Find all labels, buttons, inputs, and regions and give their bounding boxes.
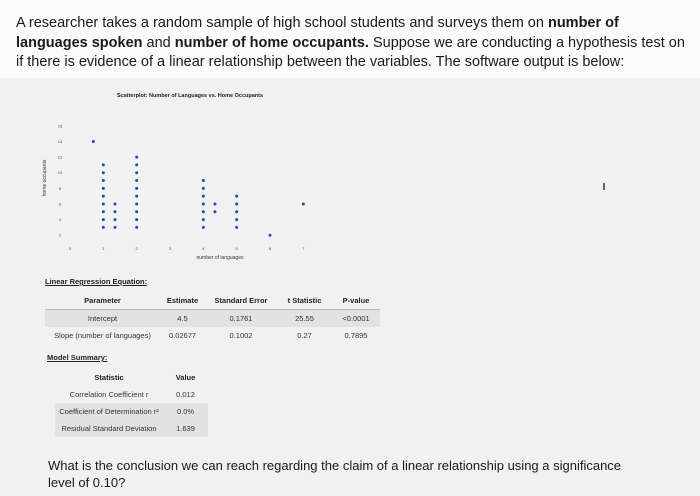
reg-header-estimate: Estimate — [160, 292, 205, 310]
scatter-point — [202, 202, 205, 205]
chart-title: Scatterplot: Number of Languages vs. Home Occupants — [116, 93, 264, 99]
scatter-point — [114, 202, 117, 205]
reg-header-t: t Statistic — [277, 292, 332, 310]
text-cursor — [603, 183, 605, 190]
table-row — [55, 420, 208, 437]
x-tick-label: 5 — [235, 246, 238, 251]
scatter-point — [214, 202, 217, 205]
scatter-point — [102, 210, 105, 213]
reg-cell: <0.0001 — [342, 314, 370, 323]
scatterplot — [30, 88, 330, 268]
table-row — [55, 403, 208, 420]
sum-cell: Coefficient of Determination r² — [59, 407, 159, 416]
y-tick-label: 14 — [57, 138, 63, 144]
scatter-point — [135, 195, 138, 198]
x-tick-label: 4 — [202, 246, 205, 251]
scatter-point — [135, 218, 138, 221]
scatter-point — [102, 218, 105, 221]
x-tick-label: 1 — [102, 246, 105, 251]
scatter-point — [214, 210, 217, 213]
sum-header-statistic: Statistic — [94, 373, 124, 382]
scatter-point — [202, 226, 205, 229]
sum-cell: 1.639 — [176, 424, 195, 433]
scatter-point — [92, 140, 95, 143]
scatter-point — [235, 210, 238, 213]
scatter-point — [269, 234, 272, 237]
sum-cell: Correlation Coefficient r — [69, 390, 149, 399]
y-tick-label: 12 — [57, 154, 63, 160]
reg-header-p: P-value — [332, 292, 380, 310]
scatter-point — [202, 195, 205, 198]
scatter-point — [202, 210, 205, 213]
reg-cell: 0.1002 — [229, 331, 253, 340]
scatter-point — [235, 218, 238, 221]
scatter-point — [114, 210, 117, 213]
scatter-point — [135, 202, 138, 205]
y-tick-label: 2 — [58, 232, 62, 238]
sum-cell: 0.012 — [176, 390, 195, 399]
sum-cell: 0.0% — [176, 407, 195, 416]
scatter-point — [114, 226, 117, 229]
scatter-point — [135, 156, 138, 159]
summary-title: Model Summary: — [47, 353, 108, 362]
reg-cell: Slope (number of languages) — [54, 331, 151, 340]
reg-header-se: Standard Error — [205, 292, 277, 310]
y-tick-label: 4 — [58, 217, 62, 223]
regression-table — [45, 292, 380, 344]
summary-table — [55, 369, 208, 437]
scatter-point — [102, 187, 105, 190]
reg-cell: Intercept — [87, 314, 118, 323]
x-tick-label: 6 — [268, 246, 272, 251]
y-axis-label: home occupants — [42, 159, 48, 197]
scatter-point — [102, 179, 105, 182]
scatter-point — [135, 187, 138, 190]
reg-cell: 0.7895 — [344, 331, 368, 340]
x-tick-label: 0 — [68, 246, 72, 251]
scatter-point — [135, 171, 138, 174]
scatter-point — [302, 202, 305, 205]
scatter-point — [114, 218, 117, 221]
reg-cell: 0.02677 — [168, 331, 197, 340]
x-tick-label: 7 — [302, 246, 305, 251]
scatter-point — [102, 226, 105, 229]
scatter-point — [202, 179, 205, 182]
scatter-point — [102, 195, 105, 198]
table-row — [45, 327, 380, 344]
y-tick-label: 16 — [57, 123, 63, 129]
reg-cell: 0.1761 — [229, 314, 253, 323]
scatter-point — [135, 179, 138, 182]
scatter-point — [235, 202, 238, 205]
reg-cell: 25.55 — [295, 314, 314, 323]
scatter-point — [235, 226, 238, 229]
scatter-point — [102, 171, 105, 174]
x-axis-label: number of languages — [196, 255, 244, 261]
reg-header-parameter: Parameter — [45, 292, 160, 310]
x-tick-label: 3 — [168, 246, 172, 251]
y-tick-label: 10 — [57, 170, 63, 176]
scatter-point — [135, 163, 138, 166]
scatter-point — [202, 187, 205, 190]
scatter-point — [102, 202, 105, 205]
scatter-point — [102, 163, 105, 166]
question-text: A researcher takes a random sample of high school students and surveys them on number of languages spoken and number of home occupants. Suppose we are conducting a hypothesis test on if there is evidence of a linear relationship between the variables. The software output is below: — [16, 15, 685, 70]
scatter-point — [235, 195, 238, 198]
sum-cell: Residual Standard Deviation — [61, 424, 157, 433]
scatter-point — [135, 210, 138, 213]
regression-title: Linear Regression Equation: — [45, 277, 148, 286]
reg-cell: 0.27 — [297, 331, 312, 340]
sum-header-value: Value — [175, 373, 196, 382]
y-tick-label: 8 — [58, 185, 62, 191]
scatter-point — [202, 218, 205, 221]
y-tick-label: 6 — [58, 201, 62, 207]
followup-question: What is the conclusion we can reach regarding the claim of a linear relationship using a significance level of 0.10? — [48, 458, 622, 490]
table-row — [55, 386, 208, 403]
x-tick-label: 2 — [135, 246, 138, 251]
table-row — [45, 310, 380, 328]
reg-cell: 4.5 — [177, 314, 188, 323]
scatter-point — [135, 226, 138, 229]
